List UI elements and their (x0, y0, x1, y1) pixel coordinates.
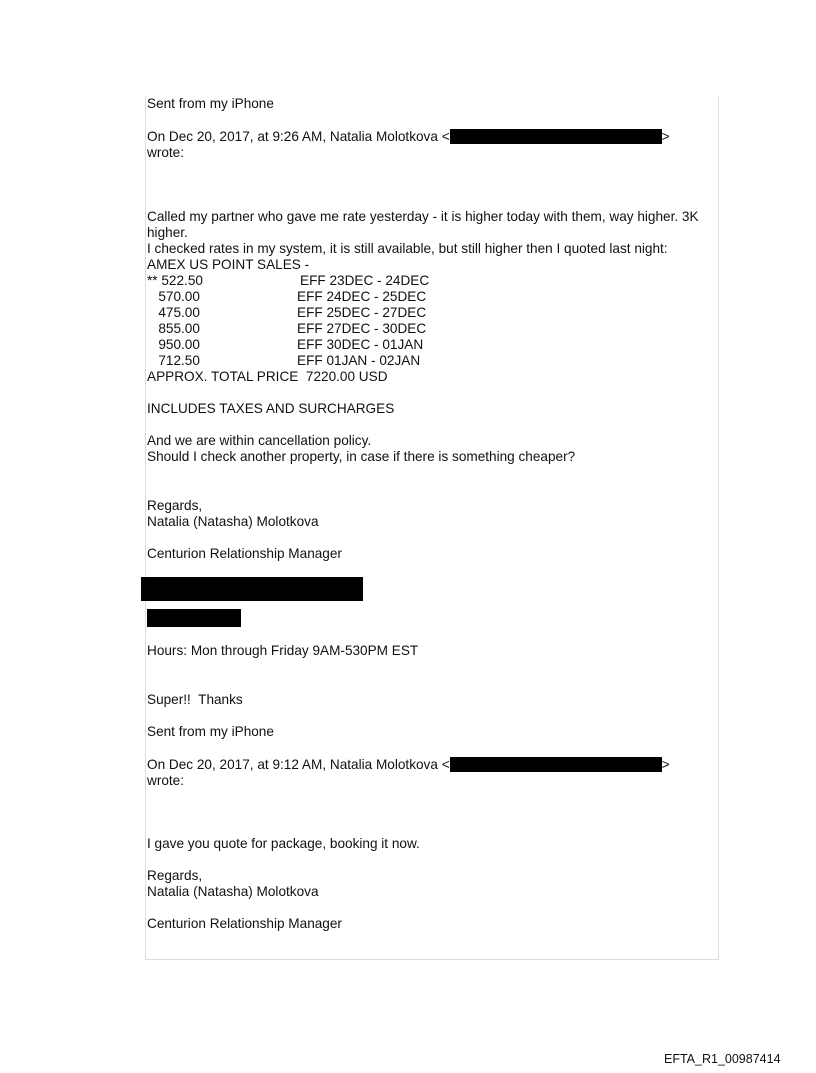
rate-amount: 712.50 (147, 353, 200, 368)
rate-period: EFF 24DEC - 25DEC (297, 289, 427, 304)
rate-amount: 950.00 (147, 337, 200, 352)
header-prefix: On Dec 20, 2017, at 9:26 AM, Natalia Molotkova < (147, 129, 450, 144)
signature-title: Centurion Relationship Manager (147, 916, 342, 931)
reply-line: Super!! Thanks (147, 692, 243, 707)
email-header-line (147, 129, 670, 145)
rate-amount: 855.00 (147, 321, 200, 336)
signature-name: Natalia (Natasha) Molotkova (147, 884, 319, 899)
cancel-line-2: Should I check another property, in case if there is something cheaper? (147, 449, 576, 464)
regards-line: Regards, (147, 868, 203, 883)
sent-from-line: Sent from my iPhone (147, 724, 274, 739)
redacted-email-address (450, 129, 662, 144)
rate-amount: 475.00 (147, 305, 200, 320)
redacted-email-address (450, 757, 662, 772)
email-header-line (147, 757, 670, 773)
rate-period: EFF 27DEC - 30DEC (297, 321, 427, 336)
includes-line: INCLUDES TAXES AND SURCHARGES (147, 401, 395, 416)
header-prefix: On Dec 20, 2017, at 9:12 AM, Natalia Molotkova < (147, 757, 450, 772)
rate-period: EFF 23DEC - 24DEC (300, 273, 430, 288)
rate-period: EFF 25DEC - 27DEC (297, 305, 427, 320)
body-line-3: I checked rates in my system, it is still available, but still higher then I quoted last night: (147, 241, 668, 256)
rates-header: AMEX US POINT SALES - (147, 257, 310, 272)
hours-line: Hours: Mon through Friday 9AM-530PM EST (147, 643, 419, 658)
body-line-2: higher. (147, 225, 188, 240)
redacted-block (147, 609, 241, 627)
total-price: APPROX. TOTAL PRICE 7220.00 USD (147, 369, 388, 384)
rate-period: EFF 30DEC - 01JAN (297, 337, 424, 352)
rate-period: EFF 01JAN - 02JAN (297, 353, 421, 368)
header-suffix: > (661, 757, 670, 772)
cancel-line-1: And we are within cancellation policy. (147, 433, 372, 448)
header-suffix: > (661, 129, 670, 144)
regards-line: Regards, (147, 498, 203, 513)
body-line-1: Called my partner who gave me rate yesterday - it is higher today with them, way higher. 3K (147, 209, 699, 224)
bates-number: EFTA_R1_00987414 (664, 1052, 781, 1066)
rate-amount: 570.00 (147, 289, 200, 304)
quote-line: I gave you quote for package, booking it now. (147, 836, 420, 851)
wrote-label: wrote: (147, 145, 185, 160)
redacted-block (141, 577, 363, 601)
wrote-label: wrote: (147, 773, 185, 788)
sent-from-line: Sent from my iPhone (147, 96, 274, 111)
rate-amount: ** 522.50 (147, 273, 203, 288)
signature-name: Natalia (Natasha) Molotkova (147, 514, 319, 529)
signature-title: Centurion Relationship Manager (147, 546, 342, 561)
